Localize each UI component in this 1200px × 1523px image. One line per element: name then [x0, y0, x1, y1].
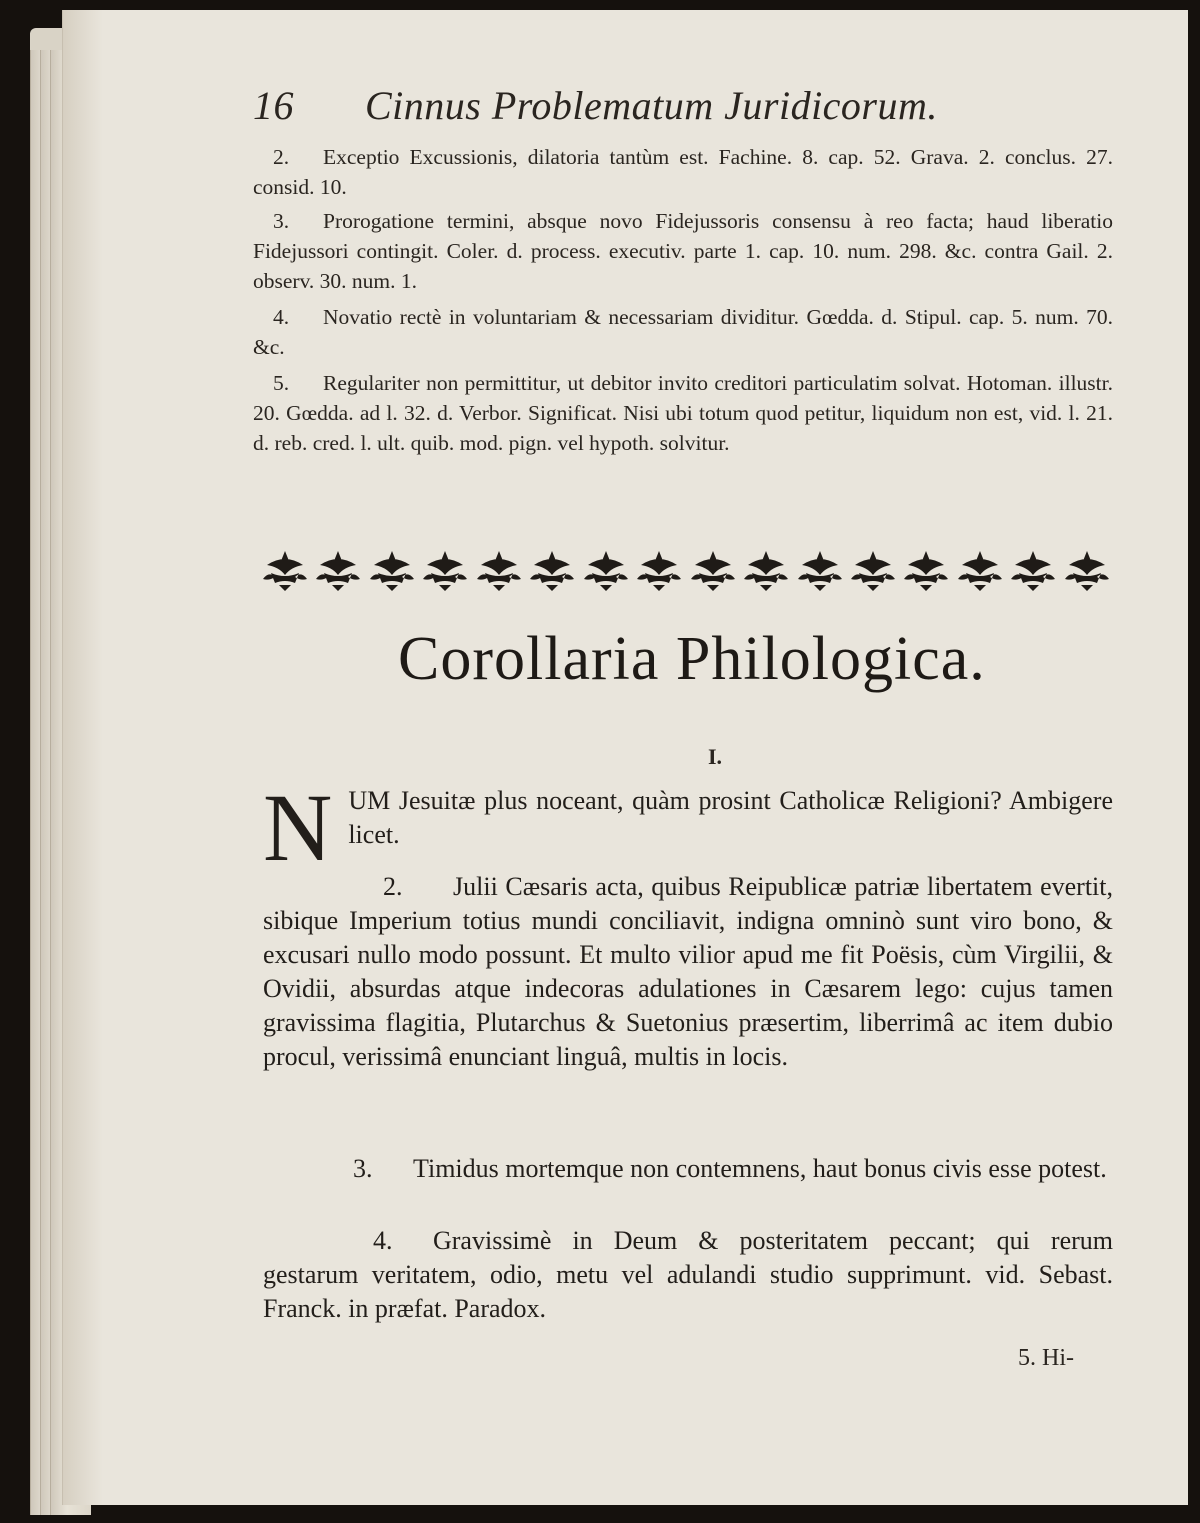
item-number: 3. [273, 209, 290, 233]
fleuron-icon [635, 549, 683, 593]
drop-capital: N [263, 774, 333, 881]
fleuron-icon [902, 549, 950, 593]
fleuron-icon [1063, 549, 1111, 593]
corollary-item [263, 1224, 1113, 1326]
running-head [253, 82, 1073, 129]
fleuron-icon [582, 549, 630, 593]
corollary-text: Julii Cæsaris acta, quibus Reipublicæ patriæ libertatem evertit, sibique Imperium totius mundi conciliavit, indigna omninò sunt viro bono, & excusari nullo modo possunt. Et multo vilior apud me fit Poësis, cùm Virgilii, & Ovidii, absurdas atque indecoras adulationes in Cæsarem lego: cujus tamen gravissima flagitia, Plutarchus & Suetonius præsertim, liberrimâ ac item dubio procul, verissimâ enunciant linguâ, multis in locis. [263, 872, 1113, 1071]
corollary-text: Gravissimè in Deum & posteritatem peccant; qui rerum gestarum veritatem, odio, metu vel adulandi studio supprimunt. vid. Sebast. Franck. in præfat. Paradox. [263, 1226, 1113, 1323]
ornament-border [261, 548, 1111, 594]
book-page [62, 10, 1188, 1505]
catchword: 5. Hi- [1018, 1345, 1074, 1371]
page-number: 16 [253, 83, 294, 128]
item-number: 3. [353, 1154, 373, 1183]
item-number: 4. [373, 1226, 393, 1255]
section-number: I. [708, 744, 723, 769]
item-number: 4. [273, 305, 290, 329]
page-text [63, 10, 1188, 1505]
juridical-item [253, 206, 1113, 296]
item-text: Exceptio Excussionis, dilatoria tantùm est. Fachine. 8. cap. 52. Grava. 2. conclus. 27. consid. 10. [253, 145, 1113, 199]
fleuron-icon [849, 549, 897, 593]
corollary-item [263, 870, 1113, 1074]
corollary-text: UM Jesuitæ plus noceant, quàm prosint Catholicæ Religioni? Ambigere licet. [348, 786, 1113, 849]
juridical-item [253, 142, 1113, 202]
fleuron-icon [742, 549, 790, 593]
corollary-item [263, 1152, 1113, 1186]
fleuron-icon [689, 549, 737, 593]
corollary-text: Timidus mortemque non contemnens, haut bonus civis esse potest. [413, 1154, 1107, 1183]
running-title: Cinnus Problematum Juridicorum. [365, 83, 938, 128]
corollary-first [263, 774, 1113, 881]
fleuron-icon [1009, 549, 1057, 593]
juridical-item [253, 302, 1113, 362]
fleuron-icon [368, 549, 416, 593]
fleuron-icon [956, 549, 1004, 593]
item-text: Novatio rectè in voluntariam & necessariam dividitur. Gœdda. d. Stipul. cap. 5. num. 70. &c. [253, 305, 1113, 359]
item-text: Regulariter non permittitur, ut debitor invito creditori particulatim solvat. Hotoman. illustr. 20. Gœdda. ad l. 32. d. Verbor. Significat. Nisi ubi totum quod petitur, liquidum non est, vid. l. 21. d. reb. cred. l. ult. quib. mod. pign. vel hypoth. solvitur. [253, 371, 1113, 455]
item-number: 5. [273, 371, 290, 395]
fleuron-icon [421, 549, 469, 593]
fleuron-icon [314, 549, 362, 593]
fleuron-icon [261, 549, 309, 593]
fleuron-icon [475, 549, 523, 593]
fleuron-icon [796, 549, 844, 593]
item-text: Prorogatione termini, absque novo Fidejussoris consensu à reo facta; haud liberatio Fidejussori contingit. Coler. d. process. executiv. parte 1. cap. 10. num. 298. &c. contra Gail. 2. observ. 30. num. 1. [253, 209, 1113, 293]
section-title: Corollaria Philologica. [398, 625, 986, 693]
juridical-item [253, 368, 1113, 458]
item-number: 2. [273, 145, 290, 169]
item-number: 2. [383, 872, 403, 901]
fleuron-icon [528, 549, 576, 593]
